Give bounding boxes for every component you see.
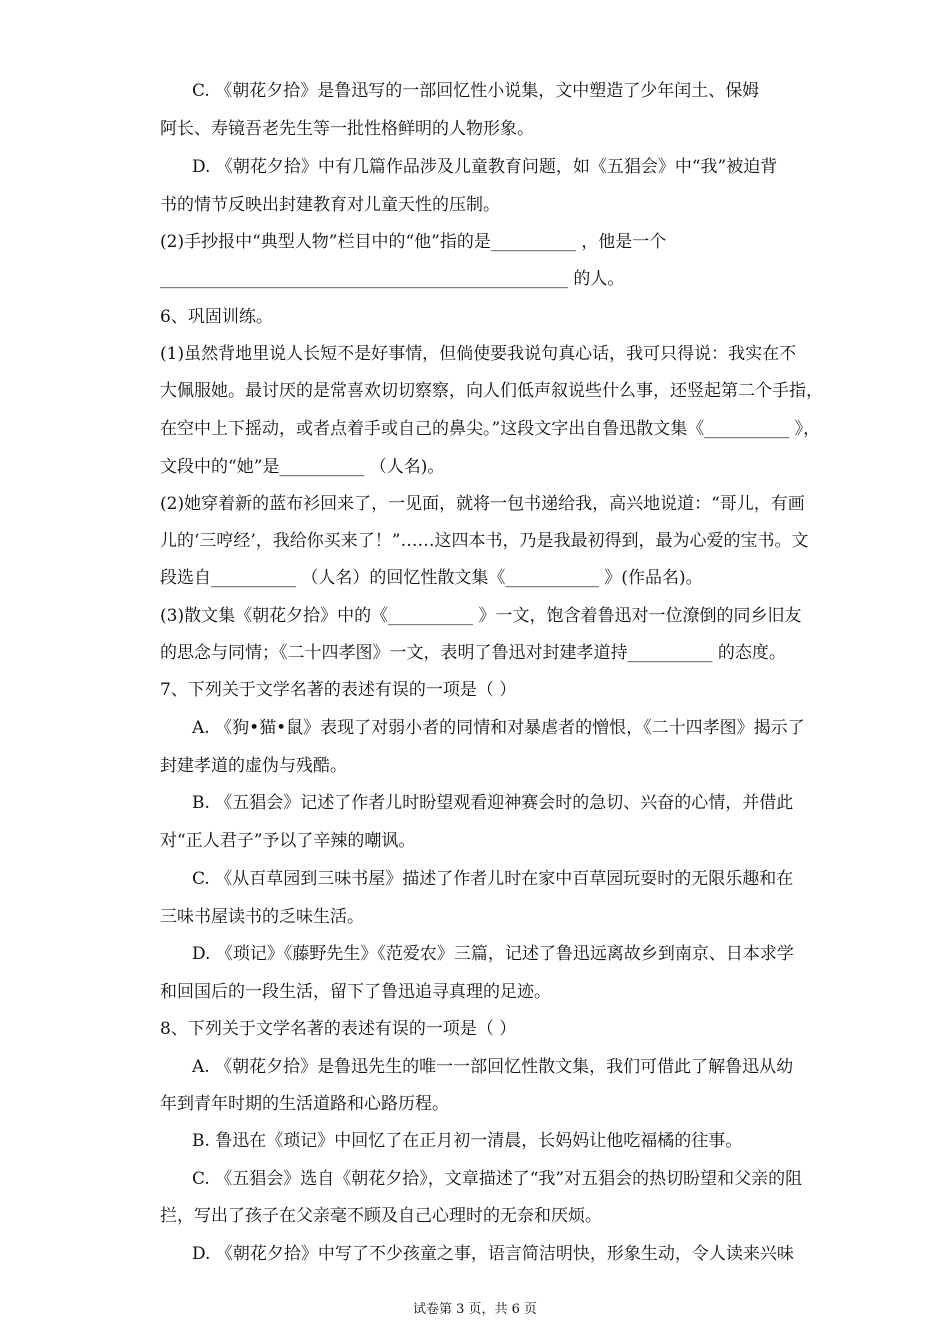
q5-option-c-line2: 阿长、寿镜吾老先生等一批性格鲜明的人物形象。	[160, 119, 534, 139]
q5-option-d-line2: 书的情节反映出封建教育对儿童天性的压制。	[160, 195, 500, 215]
q7-option-b-line1: B. 《五猖会》记述了作者儿时盼望观看迎神赛会时的急切、兴奋的心情，并借此	[192, 793, 794, 813]
q7-option-d-line1: D. 《琐记》《藤野先生》《范爱农》三篇，记述了鲁迅远离故乡到南京、日本求学	[192, 944, 794, 964]
q7-option-d-line2: 和回国后的一段生活，留下了鲁迅追寻真理的足迹。	[160, 982, 551, 1002]
q6-part1-line1: (1)虽然背地里说人长短不是好事情，但倘使要我说句真心话，我可只得说：我实在不	[160, 344, 797, 364]
q6-part1-line2: 大佩服她。最讨厌的是常喜欢切切察察，向人们低声叙说些什么事，还竖起第二个手指，	[160, 381, 823, 401]
q7-option-a-line2: 封建孝道的虚伪与残酷。	[160, 756, 347, 776]
q6-part2-line1: (2)她穿着新的蓝布衫回来了，一见面，就将一包书递给我，高兴地说道：“哥儿，有画	[160, 494, 805, 514]
page-footer: 试卷第 3 页，共 6 页	[412, 1302, 538, 1317]
q7-option-a-line1: A. 《狗•猫•鼠》表现了对弱小者的同情和对暴虐者的憎恨，《二十四孝图》揭示了	[192, 718, 805, 738]
q8-heading: 8、下列关于文学名著的表述有误的一项是（ ）	[160, 1019, 517, 1039]
q6-part1-line4: 文段中的“她”是__________ （人名)。	[160, 457, 445, 477]
q7-heading: 7、下列关于文学名著的表述有误的一项是（ ）	[160, 680, 517, 700]
q6-heading: 6、巩固训练。	[160, 307, 273, 327]
q6-part2-line3: 段选自__________ （人名）的回忆性散文集《___________ 》(作品名)。	[160, 568, 703, 588]
q5-option-d-line1: D. 《朝花夕拾》中有几篇作品涉及儿童教育问题，如《五猖会》中“我”被迫背	[192, 157, 778, 177]
q8-option-b: B. 鲁迅在《琐记》中回忆了在正月初一清晨，长妈妈让他吃福橘的往事。	[192, 1131, 743, 1151]
q5-option-c-line1: C. 《朝花夕拾》是鲁迅写的一部回忆性小说集，文中塑造了少年闰土、保姆	[192, 81, 760, 101]
q7-option-b-line2: 对“正人君子”予以了辛辣的嘲讽。	[160, 831, 416, 851]
q5-part2-line2: ________________________________________________ 的人。	[160, 269, 625, 289]
q6-part2-line2: 儿的‘三哼经’，我给你买来了！”……这四本书，乃是我最初得到，最为心爱的宝书。文	[160, 531, 809, 551]
q7-option-c-line1: C. 《从百草园到三味书屋》描述了作者儿时在家中百草园玩耍时的无限乐趣和在	[192, 869, 794, 889]
q8-option-a-line2: 年到青年时期的生活道路和心路历程。	[160, 1094, 449, 1114]
q8-option-d-line1: D. 《朝花夕拾》中写了不少孩童之事，语言简洁明快，形象生动，令人读来兴味	[192, 1244, 794, 1264]
q6-part3-line2: 的思念与同情；《二十四孝图》一文，表明了鲁迅对封建孝道持__________ 的态度。	[160, 643, 786, 663]
q8-option-c-line1: C. 《五猖会》选自《朝花夕拾》，文章描述了“我”对五猖会的热切盼望和父亲的阻	[192, 1169, 803, 1189]
q5-part2-line1: (2)手抄报中“典型人物”栏目中的“他”指的是__________ ，他是一个	[160, 232, 667, 252]
q7-option-c-line2: 三味书屋读书的乏味生活。	[160, 907, 364, 927]
q8-option-c-line2: 拦，写出了孩子在父亲毫不顾及自己心理时的无奈和厌烦。	[160, 1206, 602, 1226]
q6-part1-line3: 在空中上下摇动，或者点着手或自己的鼻尖。”这段文字出自鲁迅散文集《__________ 》，	[160, 419, 821, 439]
q8-option-a-line1: A. 《朝花夕拾》是鲁迅先生的唯一一部回忆性散文集，我们可借此了解鲁迅从幼	[192, 1057, 794, 1077]
q6-part3-line1: (3)散文集《朝花夕拾》中的《__________ 》一文，饱含着鲁迅对一位潦倒的同乡旧友	[160, 606, 802, 626]
